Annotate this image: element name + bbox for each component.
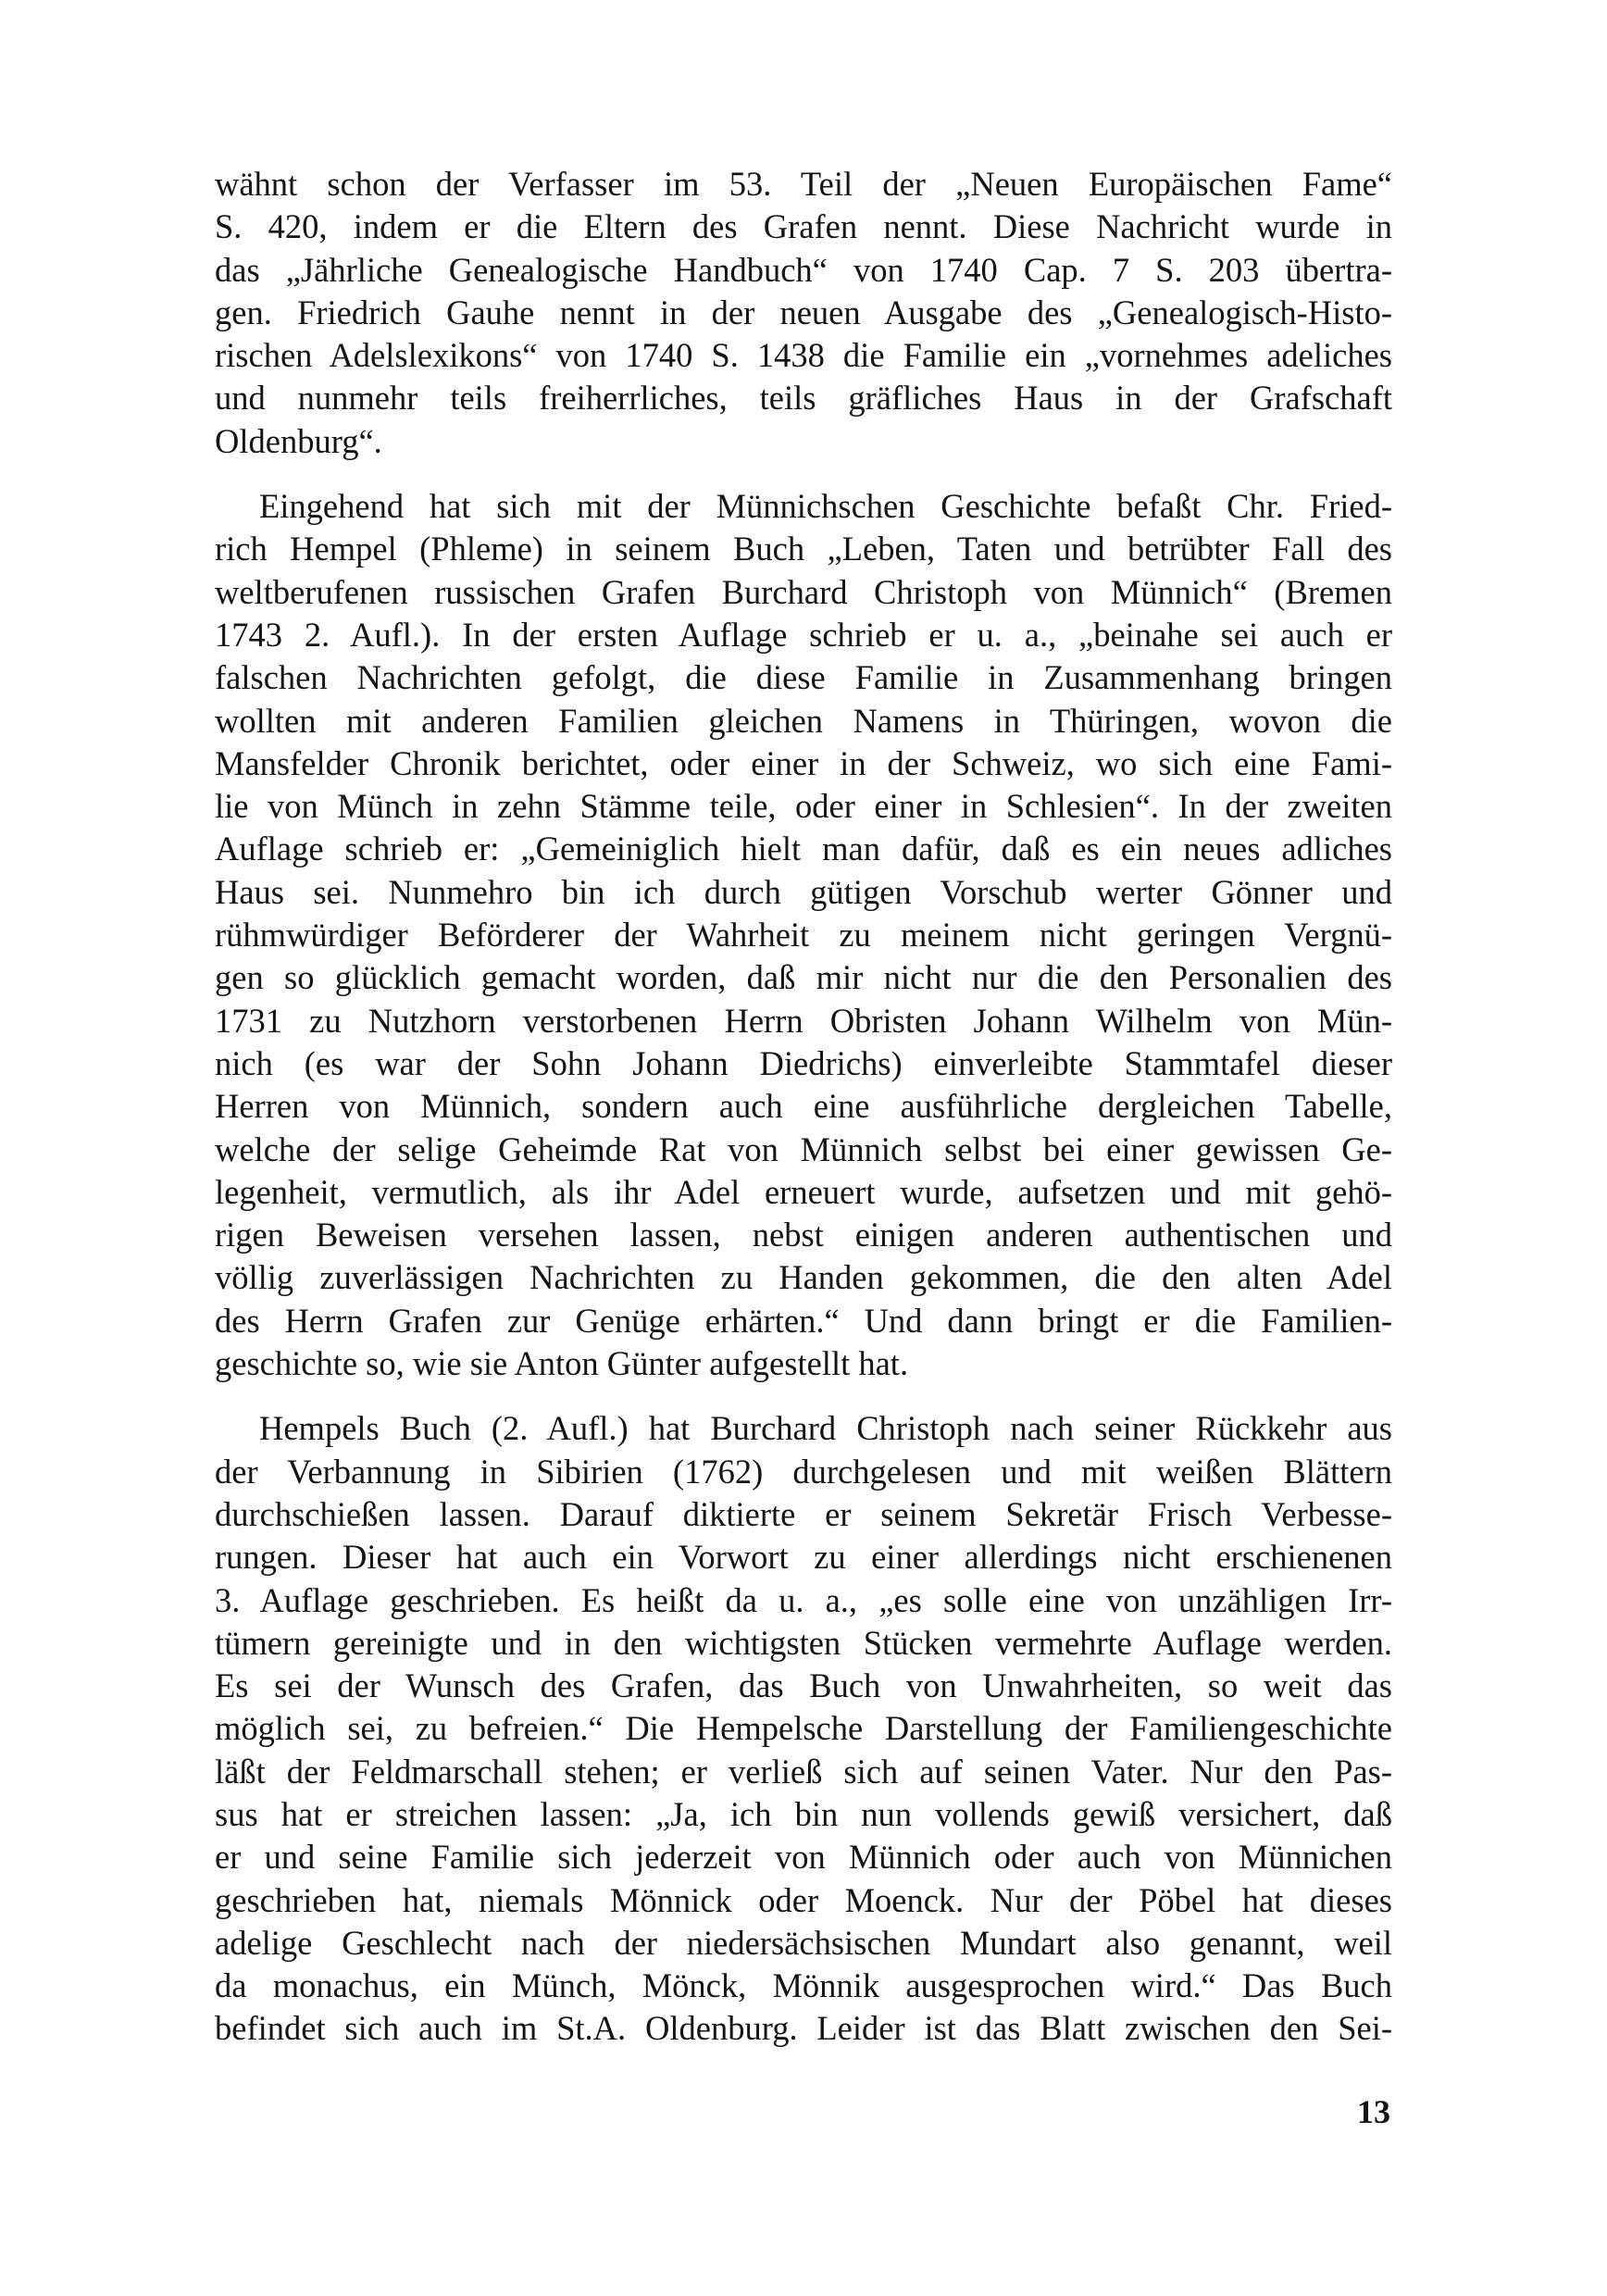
text-line: welche der selige Geheimde Rat von Münnich selbst bei einer gewissen Ge- [215,1129,1392,1168]
text-line: rigen Beweisen versehen lassen, nebst einigen anderen authentischen und [215,1216,1392,1254]
page-body [215,163,1392,2051]
text-line: und nunmehr teils freiherrliches, teils gräfliches Haus in der Grafschaft [215,379,1392,418]
text-line: läßt der Feldmarschall stehen; er verließ sich auf seinen Vater. Nur den Pas- [215,1752,1392,1791]
text-line: adelige Geschlecht nach der niedersächsischen Mundart also genannt, weil [215,1923,1392,1962]
text-line: da monachus, ein Münch, Mönck, Mönnik ausgesprochen wird.“ Das Buch [215,1966,1392,2005]
text-line: 1731 zu Nutzhorn verstorbenen Herrn Obristen Johann Wilhelm von Mün- [215,1001,1392,1040]
text-line: rich Hempel (Phleme) in seinem Buch „Leben, Taten und betrübter Fall des [215,530,1392,568]
text-line: nich (es war der Sohn Johann Diedrichs) einverleibte Stammtafel dieser [215,1043,1392,1082]
text-line: S. 420, indem er die Eltern des Grafen nennt. Diese Nachricht wurde in [215,207,1392,246]
text-line: lie von Münch in zehn Stämme teile, oder einer in Schlesien“. In der zweiten [215,787,1392,826]
text-line: Oldenburg“. [215,421,382,460]
text-line: 1743 2. Aufl.). In der ersten Auflage schrieb er u. a., „beinahe sei auch er [215,615,1392,654]
text-line: völlig zuverlässigen Nachrichten zu Handen gekommen, die den alten Adel [215,1258,1392,1297]
text-line: falschen Nachrichten gefolgt, die diese Familie in Zusammenhang bringen [215,658,1392,697]
text-line: gen so glücklich gemacht worden, daß mir nicht nur die den Personalien des [215,958,1392,997]
text-line: rischen Adelslexikons“ von 1740 S. 1438 die Familie ein „vornehmes adeliches [215,336,1392,375]
text-line: rühmwürdiger Beförderer der Wahrheit zu meinem nicht geringen Vergnü- [215,916,1392,955]
text-line: gen. Friedrich Gauhe nennt in der neuen Ausgabe des „Genealogisch-Histo- [215,293,1392,331]
text-line: Auflage schrieb er: „Gemeiniglich hielt man dafür, daß es ein neues adliches [215,830,1392,868]
page-number: 13 [1357,2093,1390,2130]
text-line: sus hat er streichen lassen: „Ja, ich bin nun vollends gewiß versichert, daß [215,1794,1392,1833]
text-line: geschrieben hat, niemals Mönnick oder Moenck. Nur der Pöbel hat dieses [215,1880,1392,1919]
text-line: Eingehend hat sich mit der Münnichschen Geschichte befaßt Chr. Fried- [259,487,1392,526]
text-line: wollten mit anderen Familien gleichen Namens in Thüringen, wovon die [215,701,1392,740]
paragraph-3 [215,1407,1392,2050]
text-line: tümern gereinigte und in den wichtigsten Stücken vermehrte Auflage werden. [215,1623,1392,1662]
text-line: rungen. Dieser hat auch ein Vorwort zu einer allerdings nicht erschienenen [215,1538,1392,1577]
text-line: des Herrn Grafen zur Genüge erhärten.“ Und dann bringt er die Familien- [215,1301,1392,1340]
text-line: wähnt schon der Verfasser im 53. Teil der „Neuen Europäischen Fame“ [215,165,1392,203]
text-line: der Verbannung in Sibirien (1762) durchgelesen und mit weißen Blättern [215,1452,1392,1491]
text-line: Haus sei. Nunmehro bin ich durch gütigen Vorschub werter Gönner und [215,872,1392,911]
text-line: er und seine Familie sich jederzeit von Münnich oder auch von Münnichen [215,1838,1392,1877]
paragraph-2 [215,485,1392,1385]
text-line: durchschießen lassen. Darauf diktierte er seinem Sekretär Frisch Verbesse- [215,1494,1392,1533]
text-line: legenheit, vermutlich, als ihr Adel erneuert wurde, aufsetzen und mit gehö- [215,1172,1392,1211]
text-line: 3. Auflage geschrieben. Es heißt da u. a., „es solle eine von unzähligen Irr- [215,1580,1392,1619]
text-line: Mansfelder Chronik berichtet, oder einer in der Schweiz, wo sich eine Fami- [215,743,1392,782]
text-line: befindet sich auch im St.A. Oldenburg. Leider ist das Blatt zwischen den Sei- [215,2009,1392,2048]
text-line: weltberufenen russischen Grafen Burchard Christoph von Münnich“ (Bremen [215,572,1392,611]
paragraph-1 [215,163,1392,463]
text-line: geschichte so, wie sie Anton Günter aufgestellt hat. [215,1344,909,1383]
text-line: Hempels Buch (2. Aufl.) hat Burchard Christoph nach seiner Rückkehr aus [259,1409,1392,1448]
text-line: das „Jährliche Genealogische Handbuch“ von 1740 Cap. 7 S. 203 übertra- [215,250,1392,289]
text-line: Herren von Münnich, sondern auch eine ausführliche dergleichen Tabelle, [215,1087,1392,1126]
text-line: Es sei der Wunsch des Grafen, das Buch von Unwahrheiten, so weit das [215,1666,1392,1705]
text-line: möglich sei, zu befreien.“ Die Hempelsche Darstellung der Familiengeschichte [215,1709,1392,1748]
